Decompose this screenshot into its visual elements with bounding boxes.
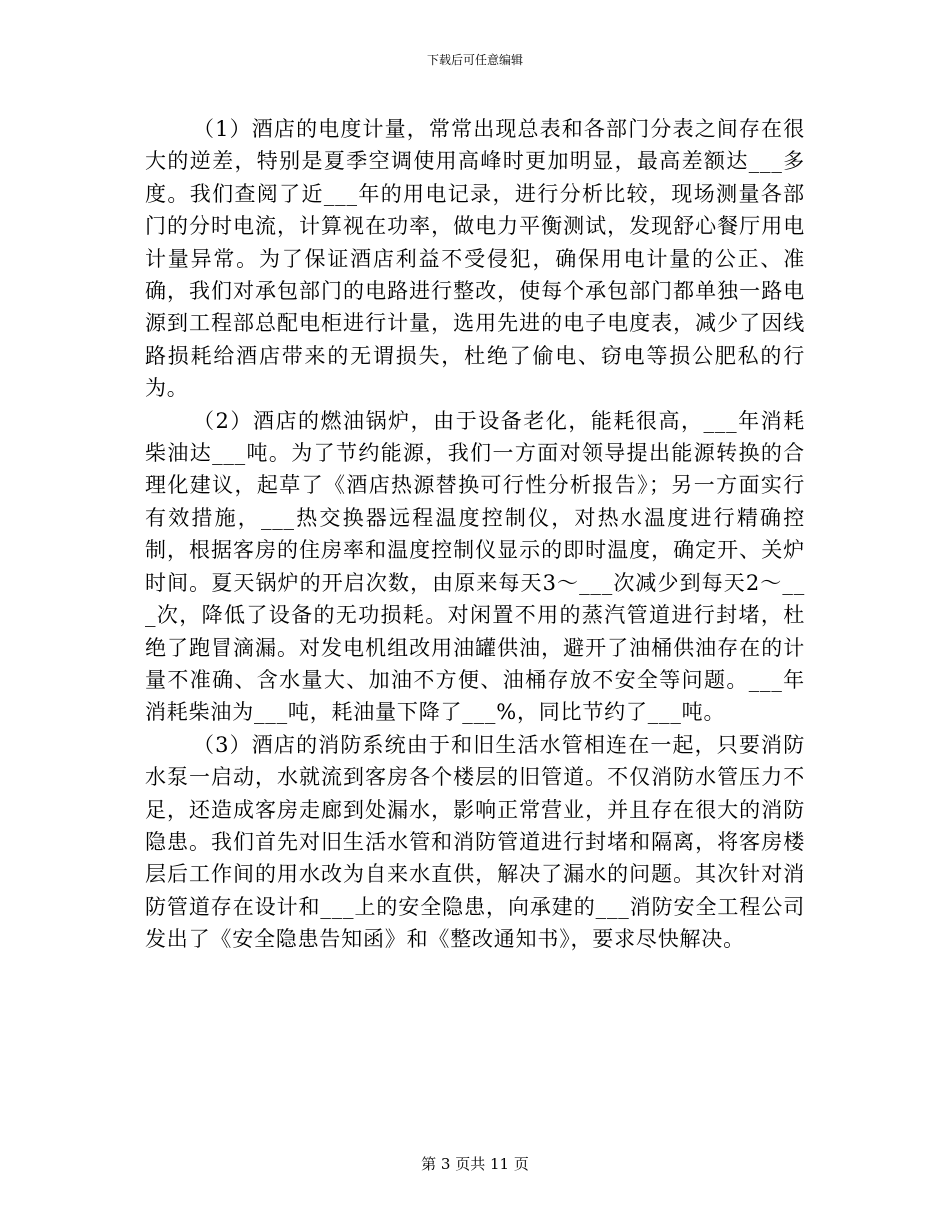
paragraph-1: （1）酒店的电度计量，常常出现总表和各部门分表之间存在很大的逆差，特别是夏季空调使用高峰时更加明显，最高差额达___多度。我们查阅了近___年的用电记录，进行分析比较，现场测量各部门的分时电流，计算视在功率，做电力平衡测试，发现舒心餐厅用电计量异常。为了保证酒店利益不受侵犯，确保用电计量的公正、准确，我们对承包部门的电路进行整改，使每个承包部门都单独一路电源到工程部总配电柜进行计量，选用先进的电子电度表，减少了因线路损耗给酒店带来的无谓损失，杜绝了偷电、窃电等损公肥私的行为。	[145, 117, 805, 401]
page-number: 第 3 页共 11 页	[421, 1155, 529, 1173]
paragraph-3: （3）酒店的消防系统由于和旧生活水管相连在一起，只要消防水泵一启动，水就流到客房各个楼层的旧管道。不仅消防水管压力不足，还造成客房走廊到处漏水，影响正常营业，并且存在很大的消防隐患。我们首先对旧生活水管和消防管道进行封堵和隔离，将客房楼层后工作间的用水改为自来水直供，解决了漏水的问题。其次针对消防管道存在设计和___上的安全隐患，向承建的___消防安全工程公司发出了《安全隐患告知函》和《整改通知书》，要求尽快解决。	[145, 732, 805, 952]
document-body	[145, 113, 805, 956]
paragraph-2: （2）酒店的燃油锅炉，由于设备老化，能耗很高，___年消耗柴油达___吨。为了节约能源，我们一方面对领导提出能源转换的合理化建议，起草了《酒店热源替换可行性分析报告》；另一方面实行有效措施，___热交换器远程温度控制仪，对热水温度进行精确控制，根据客房的住房率和温度控制仪显示的即时温度，确定开、关炉时间。夏天锅炉的开启次数，由原来每天3～___次减少到每天2～___次，降低了设备的无功损耗。对闲置不用的蒸汽管道进行封堵，杜绝了跑冒滴漏。对发电机组改用油罐供油，避开了油桶供油存在的计量不准确、含水量大、加油不方便、油桶存放不安全等问题。___年消耗柴油为___吨，耗油量下降了___%，同比节约了___吨。	[145, 408, 805, 725]
page-header-note: 下载后可任意编辑	[426, 53, 523, 67]
